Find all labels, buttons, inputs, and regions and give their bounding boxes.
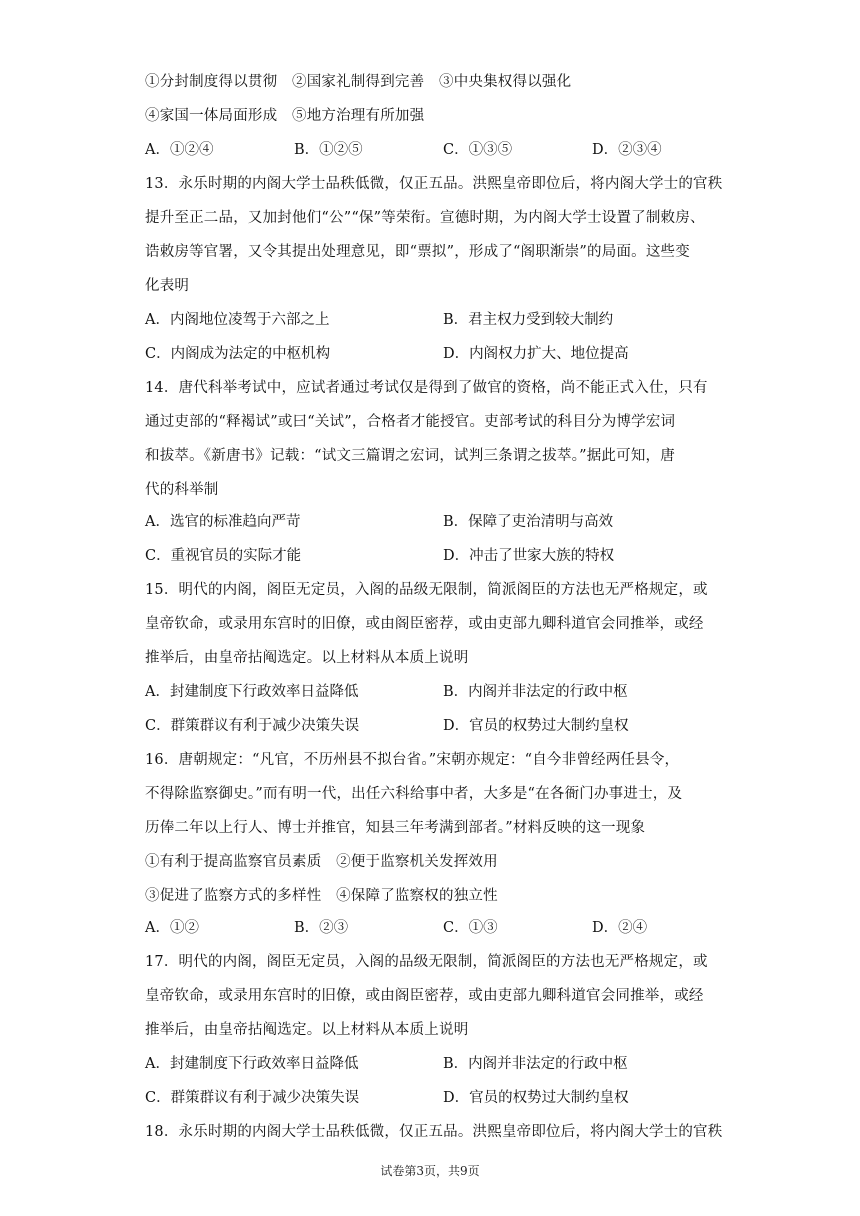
q15-stem-line: 推举后，由皇帝拈阄选定。以上材料从本质上说明 bbox=[145, 650, 469, 666]
q17-option-a: A．封建制度下行政效率日益降低 bbox=[145, 1056, 359, 1072]
q12-option-b: B．①②⑤ bbox=[294, 142, 363, 158]
q15-stem-line: 皇帝钦命，或录用东宫时的旧僚，或由阁臣密荐，或由吏部九卿科道官会同推举，或经 bbox=[145, 616, 704, 632]
q15-option-d: D．官员的权势过大制约皇权 bbox=[443, 718, 629, 734]
q16-stem-line: 16．唐朝规定：“凡官，不历州县不拟台省。”宋朝亦规定：“自今非曾经两任县令， bbox=[145, 752, 680, 768]
q16-statement-1: ①有利于提高监察官员素质 ②便于监察机关发挥效用 bbox=[145, 854, 498, 870]
q17-stem-line: 17．明代的内阁，阁臣无定员，入阁的品级无限制，简派阁臣的方法也无严格规定，或 bbox=[145, 954, 708, 970]
q15-option-a: A．封建制度下行政效率日益降低 bbox=[145, 684, 359, 700]
q16-stem-line: 历俸二年以上行人、博士并推官，知县三年考满到部者。”材料反映的这一现象 bbox=[145, 820, 646, 836]
q16-option-a: A．①② bbox=[145, 920, 199, 936]
q13-option-d: D．内阁权力扩大、地位提高 bbox=[443, 346, 629, 362]
q17-stem-line: 皇帝钦命，或录用东宫时的旧僚，或由阁臣密荐，或由吏部九卿科道官会同推举，或经 bbox=[145, 988, 704, 1004]
q13-option-c: C．内阁成为法定的中枢机构 bbox=[145, 346, 331, 362]
q12-statement-1: ①分封制度得以贯彻 ②国家礼制得到完善 ③中央集权得以强化 bbox=[145, 74, 572, 90]
q15-option-c: C．群策群议有利于减少决策失误 bbox=[145, 718, 360, 734]
q15-stem-line: 15．明代的内阁，阁臣无定员，入阁的品级无限制，简派阁臣的方法也无严格规定，或 bbox=[145, 582, 708, 598]
q17-option-c: C．群策群议有利于减少决策失误 bbox=[145, 1090, 360, 1106]
q16-stem-line: 不得除监察御史。”而有明一代，出任六科给事中者，大多是“在各衙门办事进士，及 bbox=[145, 786, 683, 802]
q16-statement-2: ③促进了监察方式的多样性 ④保障了监察权的独立性 bbox=[145, 888, 498, 904]
q15-option-b: B．内阁并非法定的行政中枢 bbox=[443, 684, 628, 700]
q13-stem-line: 化表明 bbox=[145, 278, 190, 294]
q16-option-b: B．②③ bbox=[294, 920, 349, 936]
q14-option-a: A．选官的标准趋向严苛 bbox=[145, 514, 301, 530]
page-footer: 试卷第3页，共9页 bbox=[380, 1164, 480, 1178]
q14-option-b: B．保障了吏治清明与高效 bbox=[443, 514, 614, 530]
q14-option-d: D．冲击了世家大族的特权 bbox=[443, 548, 615, 564]
q13-option-b: B．君主权力受到较大制约 bbox=[443, 312, 614, 328]
q13-stem-line: 提升至正二品，又加封他们“公”“保”等荣衔。宣德时期，为内阁大学士设置了制敕房、 bbox=[145, 210, 705, 226]
q13-stem-line: 13．永乐时期的内阁大学士品秩低微，仅正五品。洪熙皇帝即位后，将内阁大学士的官秩 bbox=[145, 176, 723, 192]
q14-stem-line: 和拔萃。《新唐书》记载：“试文三篇谓之宏词，试判三条谓之拔萃。”据此可知，唐 bbox=[145, 448, 675, 464]
q14-stem-line: 14．唐代科举考试中，应试者通过考试仅是得到了做官的资格，尚不能正式入仕，只有 bbox=[145, 380, 708, 396]
q17-option-b: B．内阁并非法定的行政中枢 bbox=[443, 1056, 628, 1072]
q14-option-c: C．重视官员的实际才能 bbox=[145, 548, 302, 564]
q14-stem-line: 代的科举制 bbox=[145, 482, 219, 498]
q13-stem-line: 诰敕房等官署，又令其提出处理意见，即“票拟”，形成了“阁职渐崇”的局面。这些变 bbox=[145, 244, 690, 260]
q16-option-d: D．②④ bbox=[592, 920, 648, 936]
q14-stem-line: 通过吏部的“释褐试”或曰“关试”，合格者才能授官。吏部考试的科目分为博学宏词 bbox=[145, 414, 676, 430]
q13-option-a: A．内阁地位凌驾于六部之上 bbox=[145, 312, 330, 328]
q12-option-c: C．①③⑤ bbox=[443, 142, 513, 158]
q18-stem-line: 18．永乐时期的内阁大学士品秩低微，仅正五品。洪熙皇帝即位后，将内阁大学士的官秩 bbox=[145, 1124, 723, 1140]
q16-option-c: C．①③ bbox=[443, 920, 498, 936]
q17-stem-line: 推举后，由皇帝拈阄选定。以上材料从本质上说明 bbox=[145, 1022, 469, 1038]
q17-option-d: D．官员的权势过大制约皇权 bbox=[443, 1090, 629, 1106]
q12-statement-2: ④家国一体局面形成 ⑤地方治理有所加强 bbox=[145, 108, 425, 124]
q12-option-a: A．①②④ bbox=[145, 142, 214, 158]
q12-option-d: D．②③④ bbox=[592, 142, 662, 158]
